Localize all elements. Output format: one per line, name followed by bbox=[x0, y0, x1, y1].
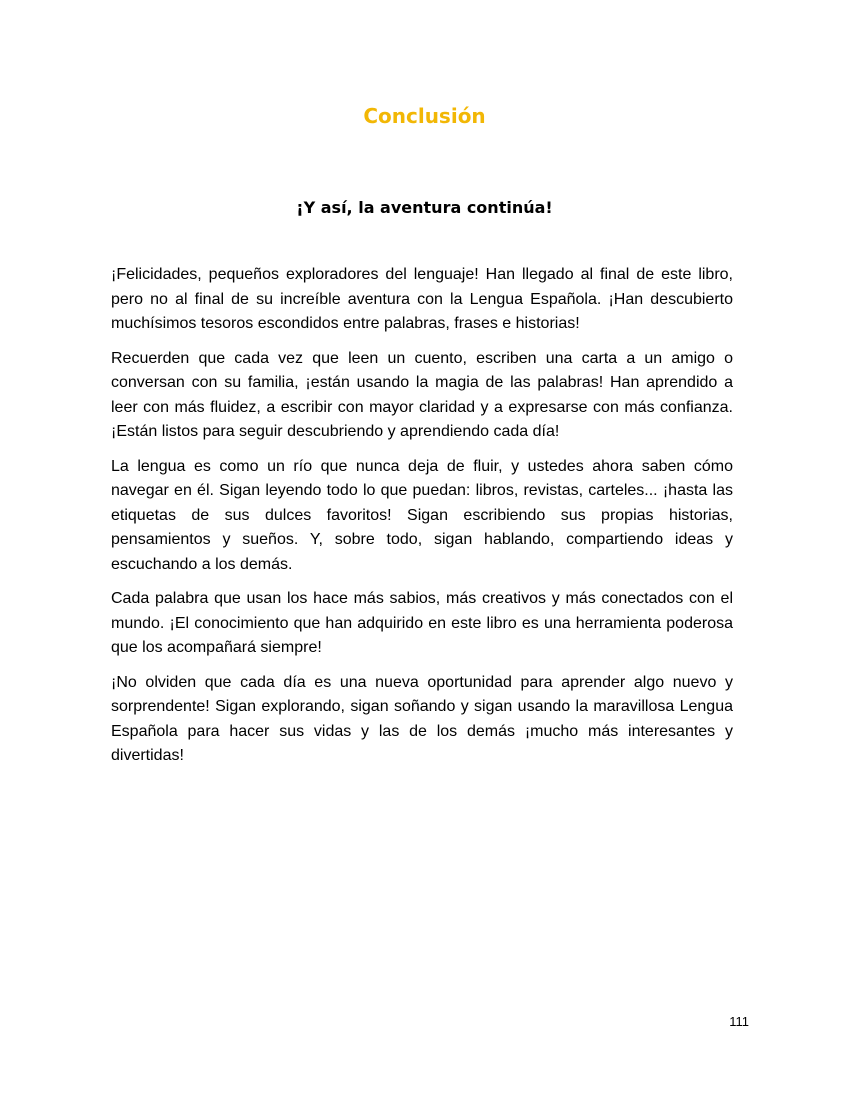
body-text bbox=[111, 263, 733, 779]
section-subtitle: ¡Y así, la aventura continúa! bbox=[296, 198, 553, 217]
paragraph: ¡No olviden que cada día es una nueva oportunidad para aprender algo nuevo y sorprendente! Sigan explorando, sigan soñando y sigan usando la maravillosa Lengua Española para hacer sus vidas y las de los demás ¡mucho más interesantes y divertidas! bbox=[111, 673, 733, 764]
paragraph: La lengua es como un río que nunca deja de fluir, y ustedes ahora saben cómo navegar en él. Sigan leyendo todo lo que puedan: libros, revistas, carteles... ¡hasta las etiquetas de sus dulces favoritos! Sigan escribiendo sus propias historias, pensamientos y sueños. Y, sobre todo, sigan hablando, compartiendo ideas y escuchando a los demás. bbox=[111, 457, 733, 573]
paragraph: Cada palabra que usan los hace más sabios, más creativos y más conectados con el mundo. ¡El conocimiento que han adquirido en este libro es una herramienta poderosa que los acompañará siempre! bbox=[111, 590, 733, 656]
paragraph: ¡Felicidades, pequeños exploradores del lenguaje! Han llegado al final de este libro, pero no al final de su increíble aventura con la Lengua Española. ¡Han descubierto muchísimos tesoros escondidos entre palabras, frases e historias! bbox=[111, 266, 733, 332]
chapter-title: Conclusión bbox=[363, 104, 486, 128]
paragraph: Recuerden que cada vez que leen un cuento, escriben una carta a un amigo o conversan con su familia, ¡están usando la magia de las palabras! Han aprendido a leer con más fluidez, a escribir con mayor claridad y a expresarse con más confianza. ¡Están listos para seguir descubriendo y aprendiendo cada día! bbox=[111, 349, 733, 440]
page-number: 111 bbox=[729, 1014, 749, 1029]
